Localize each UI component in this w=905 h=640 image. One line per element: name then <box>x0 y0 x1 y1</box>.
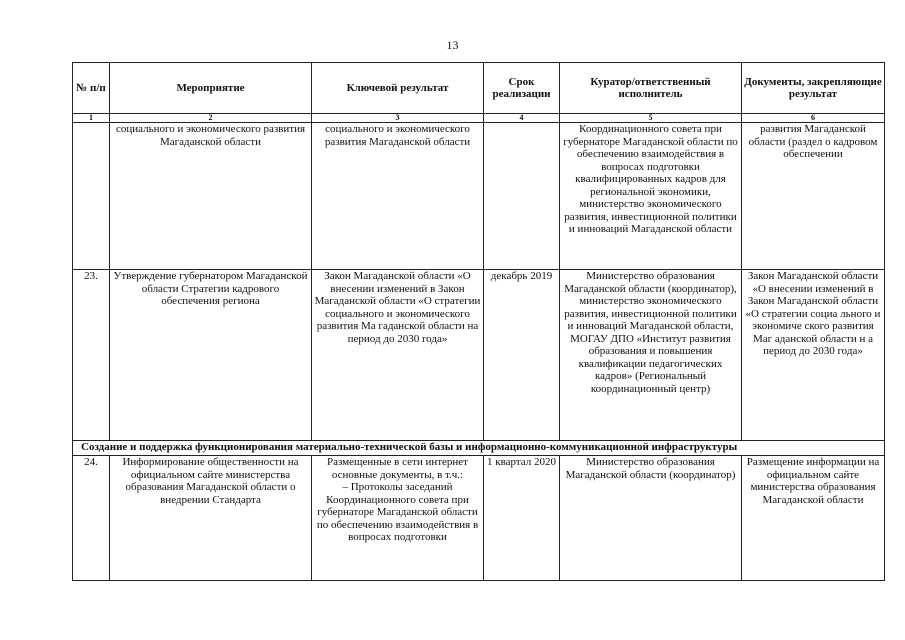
row-term: 1 квартал 2020 <box>484 456 560 581</box>
row-number <box>73 123 110 270</box>
row-term <box>484 123 560 270</box>
row-number: 23. <box>73 270 110 441</box>
table-row <box>73 456 885 581</box>
header-key-result: Ключевой результат <box>312 63 484 114</box>
row-key-result: социального и экономического развития Магаданской области <box>312 123 484 270</box>
section-header-row <box>73 441 885 456</box>
column-number: 2 <box>110 114 312 123</box>
header-number: № п/п <box>73 63 110 114</box>
row-key-result: Закон Магаданской области «О внесении изменений в Закон Магаданской области «О стратегии социального и экономического развития Ма гаданской области на период до 2030 года» <box>312 270 484 441</box>
plan-table <box>72 62 885 581</box>
header-curator: Куратор/ответственный исполнитель <box>560 63 742 114</box>
row-documents: Размещение информации на официальном сайте министерства образования Магаданской области <box>742 456 885 581</box>
section-title: Создание и поддержка функционирования материально-технической базы и информационно-коммуникационной инфраструктуры <box>73 441 885 456</box>
row-event: социального и экономического развития Магаданской области <box>110 123 312 270</box>
row-key-result <box>312 456 484 581</box>
column-number: 5 <box>560 114 742 123</box>
header-event: Мероприятие <box>110 63 312 114</box>
row-event: Утверждение губернатором Магаданской области Стратегии кадрового обеспечения региона <box>110 270 312 441</box>
header-documents: Документы, закрепляющие результат <box>742 63 885 114</box>
row-documents: развития Магаданской области (раздел о кадровом обеспечении <box>742 123 885 270</box>
column-number: 1 <box>73 114 110 123</box>
row-curator: Министерство образования Магаданской области (координатор) <box>560 456 742 581</box>
row-number: 24. <box>73 456 110 581</box>
row-term: декабрь 2019 <box>484 270 560 441</box>
row-curator: Координационного совета при губернаторе Магаданской области по обеспечению взаимодействия в вопросах подготовки квалифицированных кадров для региональной экономики, министерство экономического развития, инвестиционной политики и инноваций Магаданской области <box>560 123 742 270</box>
key-result-item: – Протоколы заседаний Координационного совета при губернаторе Магаданской области по обеспечению взаимодействия в вопросах подготовки <box>316 481 479 543</box>
header-term: Срок реализации <box>484 63 560 114</box>
column-number: 3 <box>312 114 484 123</box>
row-documents: Закон Магаданской области «О внесении изменений в Закон Магаданской области «О стратегии социа льного и экономиче ского развития Маг аданской области н а период до 2030 года» <box>742 270 885 441</box>
row-curator: Министерство образования Магаданской области (координатор), министерство экономического развития, инвестиционной политики и инноваций Магаданской области, МОГАУ ДПО «Институт развития образования и повышения квалификации педагогических кадров» (Региональный координационный центр) <box>560 270 742 441</box>
key-result-intro: Размещенные в сети интернет основные документы, в т.ч.: <box>326 456 468 481</box>
table-row <box>73 270 885 441</box>
column-number: 4 <box>484 114 560 123</box>
column-number-row <box>73 114 885 123</box>
column-number: 6 <box>742 114 885 123</box>
page-number: 13 <box>446 38 459 52</box>
table-header-row <box>73 63 885 114</box>
table-row <box>73 123 885 270</box>
row-event: Информирование общественности на официальном сайте министерства образования Магаданской области о внедрении Стандарта <box>110 456 312 581</box>
